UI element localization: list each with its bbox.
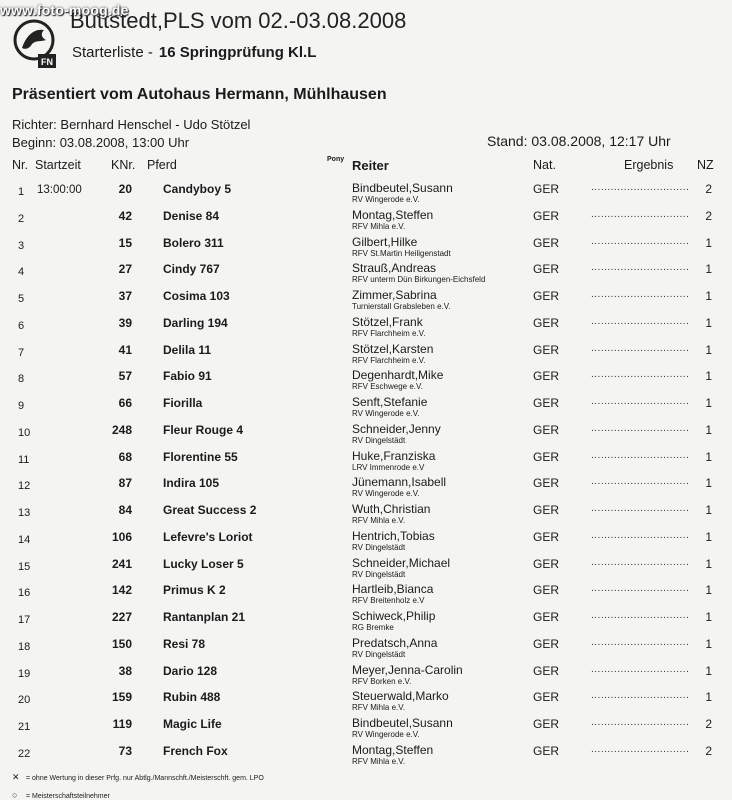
row-nr: 7 [18, 346, 25, 359]
row-knr: 37 [118, 289, 132, 303]
col-header-nat: Nat. [533, 158, 556, 172]
row-knr: 39 [118, 315, 132, 330]
competition-name: 16 Springprüfung Kl.L [158, 44, 317, 61]
row-nz: 1 [705, 556, 712, 571]
row-ergebnis: .............................. [591, 529, 690, 541]
row-reiter: Hartleib,Bianca [352, 582, 434, 597]
table-row [0, 448, 732, 475]
watermark: www.foto-moog.de [0, 2, 129, 18]
col-header-ergebnis: Ergebnis [624, 158, 674, 172]
row-nz: 2 [705, 182, 712, 196]
row-verein: LRV Immenrode e.V [352, 462, 425, 472]
row-knr: 159 [111, 690, 132, 705]
stand-time: Stand: 03.08.2008, 12:17 Uhr [487, 133, 671, 149]
row-knr: 41 [118, 342, 132, 357]
row-reiter: Wuth,Christian [352, 502, 431, 516]
table-row [0, 662, 732, 689]
row-pferd: Great Success 2 [163, 503, 257, 517]
row-ergebnis: .............................. [591, 449, 690, 461]
row-reiter: Steuerwald,Marko [352, 689, 449, 704]
table-row [0, 635, 732, 662]
row-nat: GER [533, 449, 560, 464]
row-nr: 12 [18, 480, 31, 493]
row-pferd: Indira 105 [163, 476, 220, 491]
row-nz: 1 [705, 315, 712, 330]
judges-line: Richter: Bernhard Henschel - Udo Stötzel [12, 117, 251, 132]
row-verein: RFV St.Martin Heiligenstadt [352, 248, 451, 258]
circle-icon: ○ [12, 790, 18, 800]
row-verein: RV Wingerode e.V. [352, 409, 420, 418]
row-reiter: Zimmer,Sabrina [352, 288, 437, 302]
row-pferd: Bolero 311 [163, 235, 224, 250]
row-pferd: Candyboy 5 [163, 182, 232, 196]
begin-time: Beginn: 03.08.2008, 13:00 Uhr [12, 135, 190, 150]
row-reiter: Strauß,Andreas [352, 261, 437, 276]
row-knr: 142 [111, 583, 132, 598]
row-knr: 248 [111, 422, 132, 437]
fn-logo-icon [12, 18, 58, 70]
row-pferd: Primus K 2 [163, 583, 226, 598]
table-row [0, 341, 732, 368]
row-verein: RFV unterm Dün Birkungen-Eichsfeld [352, 275, 486, 285]
row-reiter: Stötzel,Frank [352, 314, 423, 329]
row-nz: 1 [705, 396, 712, 410]
row-knr: 73 [118, 743, 132, 758]
row-pferd: Fleur Rouge 4 [163, 422, 244, 437]
row-nat: GER [533, 315, 560, 330]
table-row [0, 260, 732, 287]
row-pferd: Denise 84 [163, 208, 220, 223]
row-nat: GER [533, 235, 560, 250]
row-ergebnis: .............................. [591, 583, 690, 595]
row-nz: 1 [705, 583, 712, 598]
row-nr: 10 [18, 426, 31, 439]
row-verein: RV Dingelstädt [352, 569, 406, 579]
table-row [0, 528, 732, 555]
row-pferd: Florentine 55 [163, 449, 238, 464]
sponsor-line: Präsentiert vom Autohaus Hermann, Mühlhausen [12, 86, 387, 103]
row-nr: 3 [18, 239, 25, 252]
row-nat: GER [533, 717, 560, 731]
row-reiter: Hentrich,Tobias [352, 528, 435, 543]
row-nz: 2 [705, 717, 712, 731]
col-header-startzeit: Startzeit [35, 158, 81, 172]
row-nr: 11 [18, 453, 30, 466]
table-row [0, 180, 732, 207]
row-nz: 2 [705, 208, 712, 223]
starterliste-line [72, 44, 316, 61]
row-knr: 15 [118, 235, 132, 250]
logo-text: FN [41, 57, 53, 67]
row-nz: 1 [705, 663, 712, 678]
row-knr: 150 [111, 636, 132, 651]
row-nr: 1 [18, 186, 25, 198]
row-nr: 16 [18, 587, 31, 600]
table-row [0, 367, 732, 394]
row-verein: RV Dingelstädt [352, 542, 406, 552]
col-header-nr: Nr. [12, 158, 28, 172]
row-nz: 1 [705, 503, 712, 517]
row-verein: Turnierstall Grabsleben e.V. [352, 302, 451, 311]
row-verein: RFV Eschwege e.V. [352, 382, 423, 392]
table-row [0, 421, 732, 448]
row-startzeit: 13:00:00 [37, 184, 82, 196]
row-nz: 1 [705, 610, 712, 624]
row-pferd: Rubin 488 [163, 690, 221, 705]
row-ergebnis: .............................. [591, 690, 690, 702]
row-nr: 5 [18, 293, 25, 305]
cross-icon: ✕ [12, 772, 20, 782]
row-verein: RFV Mihla e.V. [352, 516, 406, 525]
row-nr: 18 [18, 640, 31, 653]
row-nat: GER [533, 743, 560, 758]
table-row [0, 581, 732, 608]
row-knr: 68 [118, 449, 132, 464]
row-verein: RFV Flarchheim e.V. [352, 328, 426, 338]
row-pferd: Darling 194 [163, 315, 228, 330]
row-ergebnis: .............................. [591, 422, 690, 434]
row-reiter: Schiweck,Philip [352, 609, 436, 623]
row-pferd: Rantanplan 21 [163, 610, 246, 624]
row-nz: 1 [705, 476, 712, 491]
row-reiter: Bindbeutel,Susann [352, 716, 453, 730]
row-nat: GER [533, 182, 560, 196]
starterliste-label: Starterliste - [72, 44, 153, 61]
row-reiter: Schneider,Jenny [352, 421, 441, 436]
row-reiter: Huke,Franziska [352, 448, 436, 463]
table-row [0, 715, 732, 742]
footnote-ohne-wertung [12, 772, 264, 783]
row-nat: GER [533, 289, 560, 303]
row-ergebnis: .............................. [591, 556, 690, 568]
row-verein: RFV Mihla e.V. [352, 756, 406, 766]
table-row [0, 501, 732, 528]
row-nr: 19 [18, 667, 31, 680]
row-nz: 1 [705, 636, 712, 651]
row-nz: 1 [705, 690, 712, 705]
row-nr: 22 [18, 747, 31, 760]
row-verein: RV Wingerode e.V. [352, 730, 420, 739]
row-nat: GER [533, 556, 560, 571]
row-reiter: Predatsch,Anna [352, 635, 438, 650]
row-ergebnis: .............................. [591, 262, 690, 274]
row-nr: 14 [18, 533, 31, 546]
row-nr: 21 [18, 721, 31, 733]
row-ergebnis: .............................. [591, 717, 690, 728]
col-header-pferd: Pferd [147, 158, 177, 172]
table-row [0, 742, 732, 769]
row-ergebnis: .............................. [591, 182, 690, 193]
row-nr: 9 [18, 400, 25, 412]
row-reiter: Montag,Steffen [352, 742, 434, 757]
row-nz: 1 [705, 369, 712, 384]
row-nr: 15 [18, 560, 31, 573]
table-row [0, 207, 732, 234]
col-header-pony: Pony [327, 156, 345, 163]
row-knr: 20 [118, 182, 132, 196]
row-pferd: Fabio 91 [163, 369, 212, 384]
row-knr: 84 [118, 503, 132, 517]
row-pferd: Lefevre's Loriot [163, 529, 253, 544]
row-pferd: Lucky Loser 5 [163, 556, 244, 571]
row-reiter: Gilbert,Hilke [352, 234, 418, 249]
row-nat: GER [533, 503, 560, 517]
row-nz: 1 [705, 422, 712, 437]
row-knr: 87 [118, 476, 132, 491]
row-pferd: Dario 128 [163, 663, 218, 678]
row-verein: RV Dingelstädt [352, 435, 406, 445]
row-reiter: Montag,Steffen [352, 207, 434, 222]
row-knr: 241 [111, 556, 132, 571]
row-pferd: French Fox [163, 743, 228, 758]
row-nat: GER [533, 476, 560, 491]
row-nat: GER [533, 690, 560, 705]
row-nat: GER [533, 369, 560, 384]
table-row [0, 474, 732, 501]
row-nat: GER [533, 342, 560, 357]
row-verein: RG Bremke [352, 623, 394, 632]
row-ergebnis: .............................. [591, 289, 690, 300]
row-reiter: Schneider,Michael [352, 555, 451, 570]
row-pferd: Resi 78 [163, 636, 206, 651]
row-nr: 20 [18, 694, 31, 707]
row-knr: 42 [118, 208, 132, 223]
row-nat: GER [533, 262, 560, 277]
row-knr: 119 [112, 717, 132, 731]
row-verein: RV Dingelstädt [352, 649, 406, 659]
event-title: Buttstedt,PLS vom 02.-03.08.2008 [70, 8, 407, 33]
col-header-nz: NZ [697, 158, 714, 172]
table-row [0, 394, 732, 421]
table-row [0, 314, 732, 341]
row-knr: 66 [118, 396, 132, 410]
row-nr: 8 [18, 373, 25, 386]
row-ergebnis: .............................. [591, 342, 690, 354]
table-row [0, 608, 732, 635]
row-reiter: Stötzel,Karsten [352, 341, 434, 356]
footnote-text: = Meisterschaftsteilnehmer [26, 793, 110, 800]
row-nz: 1 [705, 529, 712, 544]
table-row [0, 555, 732, 582]
row-ergebnis: .............................. [591, 235, 690, 247]
row-pferd: Cindy 767 [163, 262, 220, 277]
row-verein: RV Wingerode e.V. [352, 489, 420, 499]
row-ergebnis: .............................. [591, 369, 690, 381]
row-knr: 106 [111, 529, 132, 544]
row-knr: 227 [111, 610, 132, 624]
row-ergebnis: .............................. [591, 636, 690, 648]
row-ergebnis: .............................. [591, 396, 690, 407]
row-nz: 1 [705, 342, 712, 357]
row-verein: RFV Mihla e.V. [352, 703, 406, 713]
row-nat: GER [533, 663, 560, 678]
row-verein: RFV Borken e.V. [352, 676, 412, 686]
row-pferd: Magic Life [163, 717, 222, 731]
row-nz: 1 [705, 235, 712, 250]
table-row [0, 688, 732, 715]
row-ergebnis: .............................. [591, 610, 690, 621]
footnote-meisterschaft [12, 790, 110, 800]
row-nr: 17 [18, 614, 31, 626]
row-nz: 2 [705, 743, 712, 758]
row-nat: GER [533, 529, 560, 544]
row-ergebnis: .............................. [591, 743, 690, 755]
row-nr: 2 [18, 212, 25, 225]
row-ergebnis: .............................. [591, 315, 690, 327]
table-row [0, 234, 732, 261]
row-knr: 27 [118, 262, 132, 277]
row-verein: RFV Mihla e.V. [352, 221, 406, 231]
row-reiter: Meyer,Jenna-Carolin [352, 662, 463, 677]
row-nat: GER [533, 396, 560, 410]
row-ergebnis: .............................. [591, 208, 690, 220]
row-knr: 38 [118, 663, 132, 678]
row-nz: 1 [705, 289, 712, 303]
footnote-text: = ohne Wertung in dieser Prfg. nur Abtlg./Mannschft./Meisterschft. gem. LPO [26, 775, 264, 782]
col-header-knr: KNr. [111, 158, 136, 172]
row-nr: 4 [18, 266, 25, 279]
row-pferd: Fiorilla [163, 396, 203, 410]
row-reiter: Jünemann,Isabell [352, 475, 447, 490]
row-nat: GER [533, 208, 560, 223]
col-header-reiter: Reiter [352, 158, 389, 173]
row-reiter: Bindbeutel,Susann [352, 181, 453, 195]
row-reiter: Senft,Stefanie [352, 395, 428, 409]
row-nz: 1 [705, 449, 712, 464]
row-nat: GER [533, 422, 560, 437]
row-ergebnis: .............................. [591, 663, 690, 675]
table-row [0, 287, 732, 314]
row-verein: RV Wingerode e.V. [352, 195, 420, 204]
row-reiter: Degenhardt,Mike [352, 368, 444, 383]
row-nat: GER [533, 610, 560, 624]
row-ergebnis: .............................. [591, 503, 690, 514]
row-verein: RFV Flarchheim e.V. [352, 355, 426, 365]
row-pferd: Cosima 103 [163, 289, 230, 303]
row-nr: 13 [18, 507, 31, 519]
row-nat: GER [533, 583, 560, 598]
row-nz: 1 [705, 262, 712, 277]
row-verein: RFV Breitenholz e.V [352, 596, 425, 606]
row-ergebnis: .............................. [591, 476, 690, 488]
row-knr: 57 [118, 369, 132, 384]
row-nr: 6 [18, 319, 25, 332]
row-nat: GER [533, 636, 560, 651]
row-pferd: Delila 11 [163, 342, 212, 357]
